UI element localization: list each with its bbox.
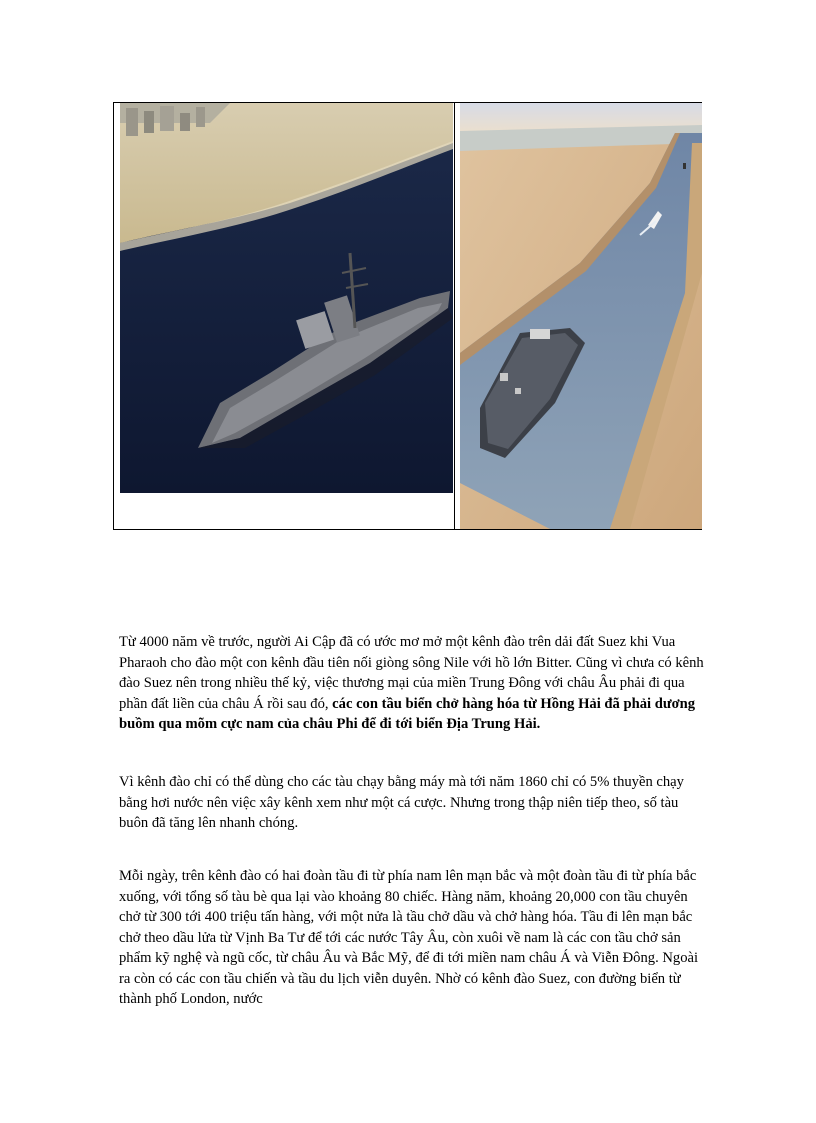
- warship-in-canal-photo-icon: [120, 103, 453, 493]
- paragraph-history-text: Từ 4000 năm về trước, người Ai Cập đã có ước mơ mở một kênh đào trên dải đất Suez khi Vua Pharaoh cho đào một con kênh đầu tiên nối giòng sông Nile với hồ lớn Bitter. Cũng vì chưa có kênh đào Suez nên trong nhiều thế kỷ, việc thương mại của miền Trung Đông với châu Âu phải đi qua phần đất liền của châu Á rồi sau đó,: [119, 634, 704, 712]
- carrier-photo: [460, 103, 702, 529]
- paragraph-steamships: [119, 772, 704, 834]
- paragraph-history-bold-text: các con tầu biển chở hàng hóa từ Hồng Hải đã phải dương buồm qua mõm cực nam của châu Phi để đi tới biển Địa Trung Hải.: [119, 695, 696, 732]
- photo-figure: [113, 102, 702, 530]
- paragraph-traffic-text: Mỗi ngày, trên kênh đào có hai đoàn tầu đi từ phía nam lên mạn bắc và một đoàn tầu đi từ phía bắc xuống, với tổng số tàu bè qua lại vào khoảng 80 chiếc. Hàng năm, khoảng 20,000 con tầu chuyên chở từ 300 tới 400 triệu tấn hàng, với một nửa là tầu chở dầu và chở hàng hóa. Tầu đi lên mạn bắc chở theo dầu lửa từ Vịnh Ba Tư để tới các nước Tây Âu, còn xuôi về nam là các con tầu chở sản phẩm kỹ nghệ và ngũ cốc, từ châu Âu và Bắc Mỹ, để đi tới miền nam châu Á và Viễn Đông. Ngoài ra còn có các con tầu chiến và tầu du lịch viễn duyên. Nhờ có kênh đào Suez, con đường biển từ thành phố London, nước: [119, 868, 699, 1007]
- paragraph-history: [119, 632, 704, 735]
- paragraph-traffic: [119, 866, 704, 1010]
- figure-divider: [454, 103, 455, 529]
- paragraph-steamships-text: Vì kênh đào chỉ có thể dùng cho các tàu chạy bằng máy mà tới năm 1860 chỉ có 5% thuyền chạy bằng hơi nước nên việc xây kênh xem như một cá cược. Nhưng trong thập niên tiếp theo, số tàu buôn đã tăng lên nhanh chóng.: [119, 774, 684, 831]
- aircraft-carrier-in-suez-canal-photo-icon: [460, 103, 702, 529]
- warship-photo: [120, 103, 453, 493]
